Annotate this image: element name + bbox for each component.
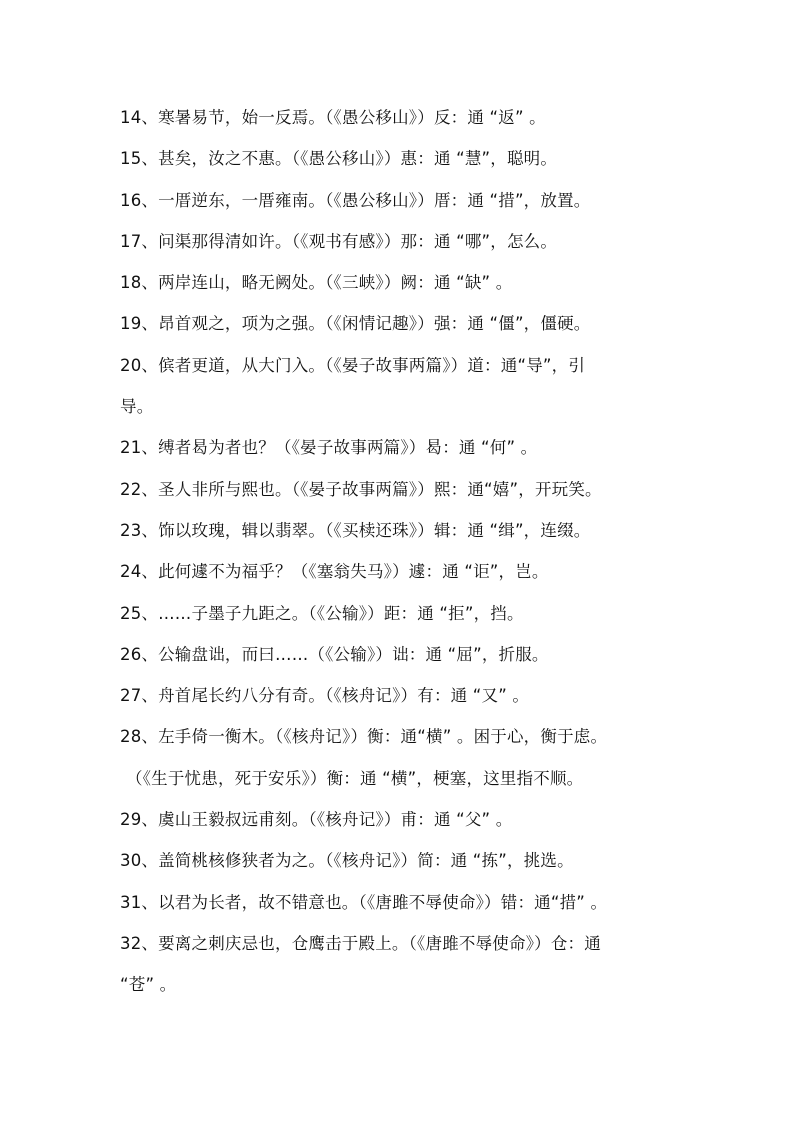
text-line-20-continued: 导。 bbox=[120, 397, 154, 417]
text-line-15: 15、甚矣，汝之不惠。（《愚公移山》）惠：通 “慧”，聪明。 bbox=[120, 149, 558, 169]
text-line-20: 20、傧者更道，从大门入。（《晏子故事两篇》）道：通“导”，引 bbox=[120, 355, 586, 375]
text-line-27: 27、舟首尾长约八分有奇。（《核舟记》）有：通 “又” 。 bbox=[120, 686, 530, 706]
text-line-32: 32、要离之刺庆忌也，仓鹰击于殿上。（《唐雎不辱使命》）仓：通 bbox=[120, 933, 601, 953]
text-line-22: 22、圣人非所与熙也。（《晏子故事两篇》）熙：通“嬉”，开玩笑。 bbox=[120, 479, 602, 499]
text-line-32-continued: “苍” 。 bbox=[120, 975, 177, 995]
text-line-14: 14、寒暑易节，始一反焉。（《愚公移山》）反：通 “返” 。 bbox=[120, 108, 546, 127]
text-line-24: 24、此何遽不为福乎？（《塞翁失马》）遽：通 “讵”，岂。 bbox=[120, 562, 549, 582]
text-line-30: 30、盖简桃核修狭者为之。（《核舟记》）简：通 “拣”，挑选。 bbox=[120, 851, 574, 871]
text-line-28-continued: （《生于忧患，死于安乐》）衡：通 “横”，梗塞，这里指不顺。 bbox=[126, 768, 584, 788]
text-line-28: 28、左手倚一衡木。（《核舟记》）衡：通“横” 。困于心，衡于虑。 bbox=[120, 727, 608, 747]
text-line-18: 18、两岸连山，略无阙处。（《三峡》）阙：通 “缺” 。 bbox=[120, 273, 513, 293]
text-line-31: 31、以君为长者，故不错意也。（《唐雎不辱使命》）错：通“措” 。 bbox=[120, 892, 608, 912]
text-line-16: 16、一厝逆东，一厝雍南。（《愚公移山》）厝：通 “措”，放置。 bbox=[120, 190, 591, 210]
text-line-19: 19、昂首观之，项为之强。（《闲情记趣》）强：通 “僵”，僵硬。 bbox=[120, 314, 591, 334]
text-line-21: 21、缚者曷为者也？（《晏子故事两篇》）曷：通 “何” 。 bbox=[120, 438, 538, 458]
text-line-29: 29、虞山王毅叔远甫刻。（《核舟记》）甫：通 “父” 。 bbox=[120, 810, 513, 830]
document-body bbox=[120, 103, 700, 1012]
text-line-17: 17、问渠那得清如许。（《观书有感》）那：通 “哪”，怎么。 bbox=[120, 231, 558, 251]
text-line-25: 25、……子墨子九距之。（《公输》）距：通 “拒”，挡。 bbox=[120, 603, 524, 623]
text-line-26: 26、公输盘诎，而曰……（《公输》）诎：通 “屈”，折服。 bbox=[120, 644, 549, 664]
text-line-23: 23、饰以玫瑰，辑以翡翠。（《买椟还珠》）辑：通 “缉”，连缀。 bbox=[120, 520, 591, 540]
